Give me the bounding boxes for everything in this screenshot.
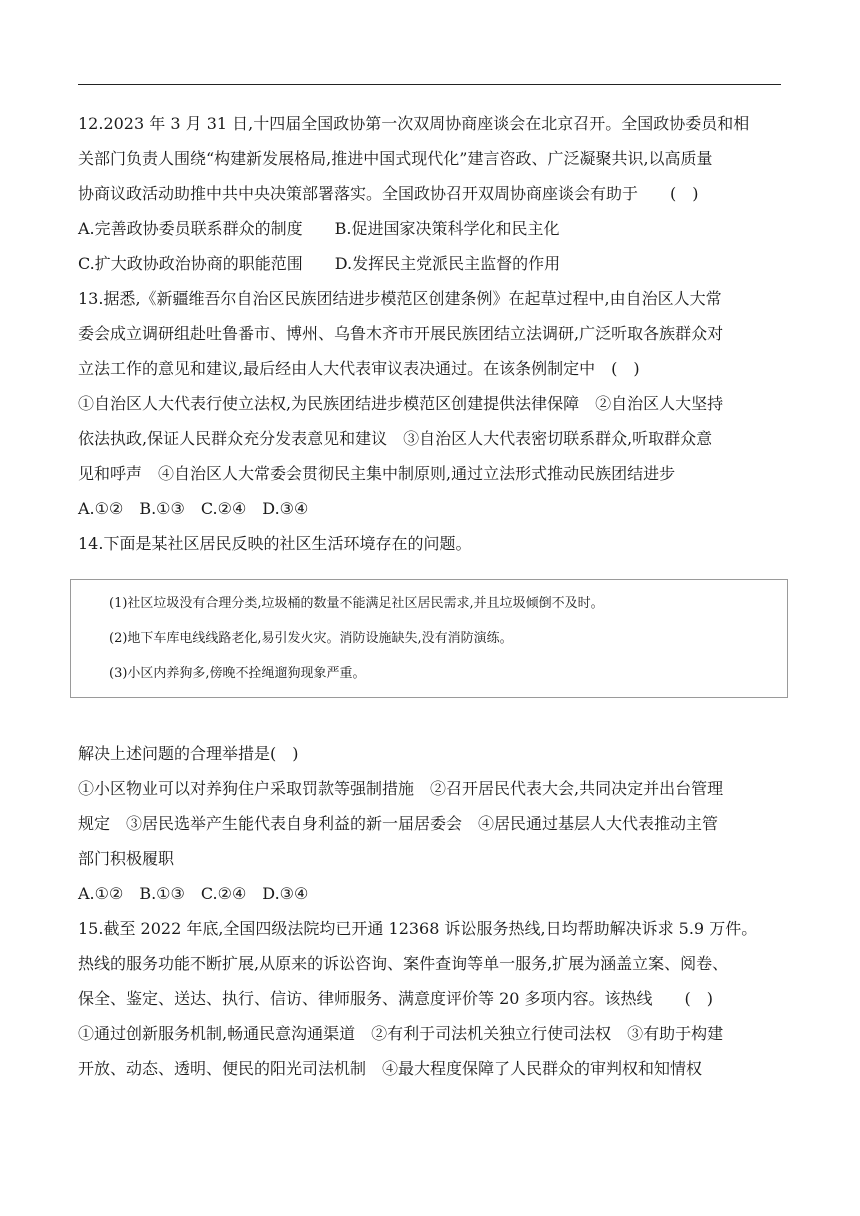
question-13-stem-line: 13.据悉,《新疆维吾尔自治区民族团结进步模范区创建条例》在起草过程中,由自治区人大常: [78, 289, 722, 308]
question-13: [78, 281, 784, 526]
question-14-statement-line: 部门积极履职: [78, 849, 175, 868]
question-13-stem-line: 立法工作的意见和建议,最后经由人大代表审议表决通过。在该条例制定中 ( ): [78, 359, 640, 378]
question-14-statement-line: ①小区物业可以对养狗住户采取罚款等强制措施 ②召开居民代表大会,共同决定并出台管理: [78, 779, 724, 798]
question-12-options-cd: C.扩大政协政治协商的职能范围 D.发挥民主党派民主监督的作用: [78, 254, 561, 273]
question-14-statement-line: 规定 ③居民选举产生能代表自身利益的新一届居委会 ④居民通过基层人大代表推动主管: [78, 814, 719, 833]
question-14-options: A.①② B.①③ C.②④ D.③④: [78, 884, 309, 903]
question-15-statement-line: ①通过创新服务机制,畅通民意沟通渠道 ②有利于司法机关独立行使司法权 ③有助于构建: [78, 1024, 724, 1043]
question-14-stem-line: 解决上述问题的合理举措是( ): [78, 744, 299, 763]
question-13-statement-line: ①自治区人大代表行使立法权,为民族团结进步模范区创建提供法律保障 ②自治区人大坚持: [78, 394, 724, 413]
question-12-stem-line: 12.2023 年 3 月 31 日,十四届全国政协第一次双周协商座谈会在北京召开。全国政协委员和相: [78, 114, 750, 133]
question-15-statement-line: 开放、动态、透明、便民的阳光司法机制 ④最大程度保障了人民群众的审判权和知情权: [78, 1059, 703, 1078]
header-rule: [78, 84, 781, 85]
question-15-stem-line: 热线的服务功能不断扩展,从原来的诉讼咨询、案件查询等单一服务,扩展为涵盖立案、阅卷、: [78, 954, 729, 973]
question-12-stem-line: 关部门负责人围绕“构建新发展格局,推进中国式现代化”建言咨政、广泛凝聚共识,以高质量: [78, 149, 713, 168]
problem-item: (3)小区内养狗多,傍晚不拴绳遛狗现象严重。: [109, 666, 366, 681]
question-14: [78, 526, 784, 911]
page-content: [78, 106, 784, 1086]
question-13-statement-line: 见和呼声 ④自治区人大常委会贯彻民主集中制原则,通过立法形式推动民族团结进步: [78, 464, 676, 483]
question-12-options-ab: A.完善政协委员联系群众的制度 B.促进国家决策科学化和民主化: [78, 219, 560, 238]
question-15: [78, 911, 784, 1086]
question-12: [78, 106, 784, 281]
question-13-stem-line: 委会成立调研组赴吐鲁番市、博州、乌鲁木齐市开展民族团结立法调研,广泛听取各族群众对: [78, 324, 724, 343]
question-13-statement-line: 依法执政,保证人民群众充分发表意见和建议 ③自治区人大代表密切联系群众,听取群众意: [78, 429, 713, 448]
question-15-stem-line: 15.截至 2022 年底,全国四级法院均已开通 12368 诉讼服务热线,日均帮助解决诉求 5.9 万件。: [78, 919, 758, 938]
question-12-stem-line: 协商议政活动助推中共中央决策部署落实。全国政协召开双周协商座谈会有助于 ( ): [78, 184, 699, 203]
problem-list-box: [70, 579, 788, 698]
question-14-intro: 14.下面是某社区居民反映的社区生活环境存在的问题。: [78, 534, 472, 553]
problem-item: (1)社区垃圾没有合理分类,垃圾桶的数量不能满足社区居民需求,并且垃圾倾倒不及时。: [109, 596, 604, 611]
question-15-stem-line: 保全、鉴定、送达、执行、信访、律师服务、满意度评价等 20 多项内容。该热线 ( ): [78, 989, 714, 1008]
problem-item: (2)地下车库电线线路老化,易引发火灾。消防设施缺失,没有消防演练。: [109, 631, 513, 646]
question-13-options: A.①② B.①③ C.②④ D.③④: [78, 499, 309, 518]
